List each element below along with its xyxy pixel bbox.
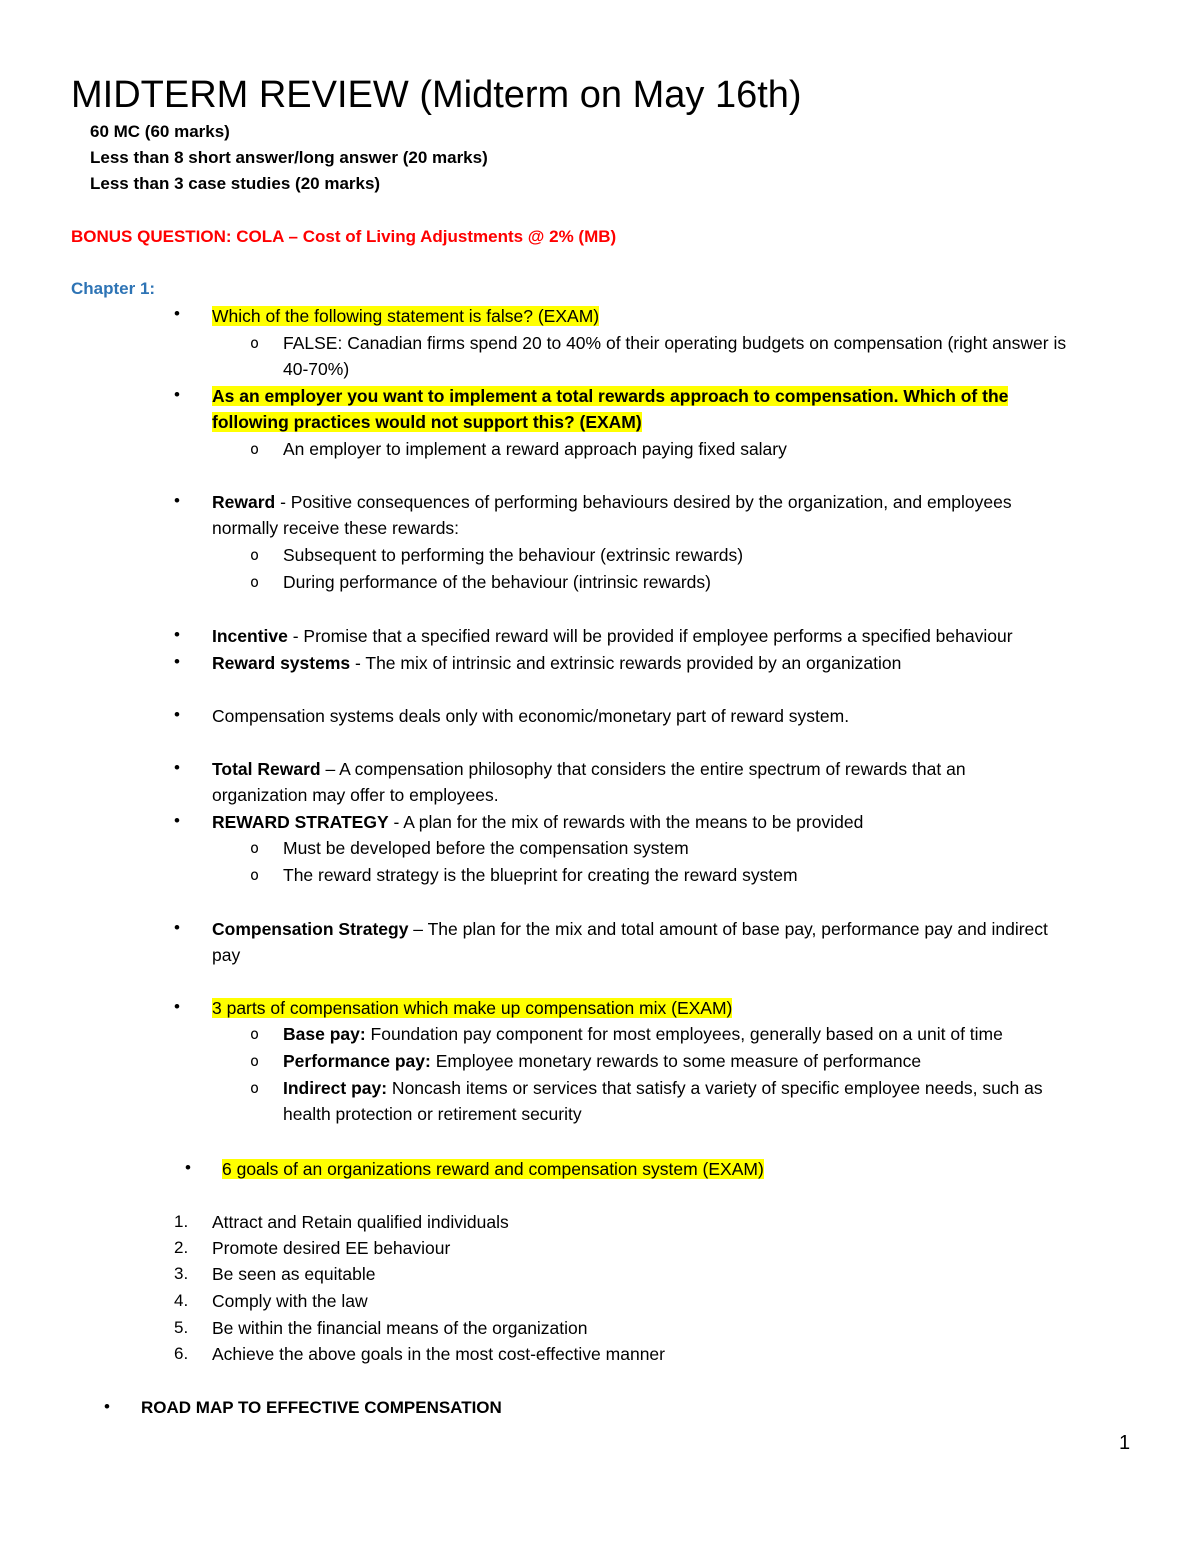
bullet-icon: •	[174, 304, 180, 323]
total-reward-definition-line1: Total Reward – A compensation philosophy that considers the entire spectrum of rewards that an	[212, 759, 966, 779]
goal-number: 5.	[174, 1318, 189, 1337]
bullet-icon: •	[174, 997, 180, 1016]
bullet-icon: •	[104, 1397, 110, 1416]
document-title: MIDTERM REVIEW (Midterm on May 16th)	[71, 74, 802, 116]
exam-format-short-answer: Less than 8 short answer/long answer (20 marks)	[90, 148, 488, 167]
reward-definition-line2: normally receive these rewards:	[212, 518, 460, 538]
q2-question-line2: following practices would not support this? (EXAM)	[212, 412, 642, 432]
bullet-icon: •	[174, 385, 180, 404]
reward-definition-line1: Reward - Positive consequences of performing behaviours desired by the organization, and employees	[212, 492, 1012, 512]
reward-strategy-definition: REWARD STRATEGY - A plan for the mix of rewards with the means to be provided	[212, 812, 864, 832]
indirect-pay-definition-line1: Indirect pay: Noncash items or services that satisfy a variety of specific employee needs, such as	[283, 1078, 1043, 1098]
goal-number: 2.	[174, 1238, 189, 1257]
sub-bullet-icon: o	[250, 866, 260, 884]
bullet-icon: •	[174, 705, 180, 724]
goals-heading: 6 goals of an organizations reward and compensation system (EXAM)	[222, 1159, 764, 1179]
q2-answer: An employer to implement a reward approach paying fixed salary	[283, 439, 787, 459]
reward-strategy-sub1: Must be developed before the compensation system	[283, 838, 689, 858]
bullet-icon: •	[174, 918, 180, 937]
sub-bullet-icon: o	[250, 1025, 260, 1043]
page-number: 1	[1119, 1432, 1131, 1454]
chapter-heading: Chapter 1:	[71, 279, 156, 298]
goal-number: 3.	[174, 1264, 189, 1283]
sub-bullet-icon: o	[250, 1079, 260, 1097]
goal-number: 6.	[174, 1344, 189, 1363]
bullet-icon: •	[174, 811, 180, 830]
reward-sub-extrinsic: Subsequent to performing the behaviour (extrinsic rewards)	[283, 545, 744, 565]
goal-item: Be seen as equitable	[212, 1264, 376, 1284]
goal-item: Be within the financial means of the organization	[212, 1318, 588, 1338]
goal-number: 4.	[174, 1291, 189, 1310]
bullet-icon: •	[174, 625, 180, 644]
reward-sub-intrinsic: During performance of the behaviour (intrinsic rewards)	[283, 572, 711, 592]
q2-question-line1: As an employer you want to implement a total rewards approach to compensation. Which of the	[212, 386, 1009, 406]
exam-format-mc: 60 MC (60 marks)	[90, 122, 230, 141]
goal-number: 1.	[174, 1212, 189, 1231]
sub-bullet-icon: o	[250, 1052, 260, 1070]
bullet-icon: •	[174, 652, 180, 671]
q1-answer-line2: 40-70%)	[283, 359, 350, 379]
sub-bullet-icon: o	[250, 546, 260, 564]
total-reward-definition-line2: organization may offer to employees.	[212, 785, 499, 805]
compensation-mix-heading: 3 parts of compensation which make up compensation mix (EXAM)	[212, 998, 733, 1018]
sub-bullet-icon: o	[250, 573, 260, 591]
reward-systems-definition: Reward systems - The mix of intrinsic and extrinsic rewards provided by an organization	[212, 653, 902, 673]
performance-pay-definition: Performance pay: Employee monetary rewards to some measure of performance	[283, 1051, 922, 1071]
goal-item: Promote desired EE behaviour	[212, 1238, 451, 1258]
bullet-icon: •	[174, 491, 180, 510]
incentive-definition: Incentive - Promise that a specified reward will be provided if employee performs a specified behaviour	[212, 626, 1013, 646]
compensation-strategy-definition-line2: pay	[212, 945, 241, 965]
compensation-systems-statement: Compensation systems deals only with economic/monetary part of reward system.	[212, 706, 850, 726]
goal-item: Comply with the law	[212, 1291, 368, 1311]
goal-item: Attract and Retain qualified individuals	[212, 1212, 509, 1232]
exam-format-case-studies: Less than 3 case studies (20 marks)	[90, 174, 381, 193]
bullet-icon: •	[174, 758, 180, 777]
bullet-icon: •	[185, 1158, 191, 1177]
compensation-strategy-definition-line1: Compensation Strategy – The plan for the mix and total amount of base pay, performance pay and indirect	[212, 919, 1048, 939]
q1-answer-line1: FALSE: Canadian firms spend 20 to 40% of their operating budgets on compensation (right answer is	[283, 333, 1067, 353]
bonus-question: BONUS QUESTION: COLA – Cost of Living Adjustments @ 2% (MB)	[71, 227, 617, 246]
q1-question: Which of the following statement is false? (EXAM)	[212, 306, 600, 326]
sub-bullet-icon: o	[250, 440, 260, 458]
road-map-heading: ROAD MAP TO EFFECTIVE COMPENSATION	[141, 1398, 502, 1417]
sub-bullet-icon: o	[250, 334, 260, 352]
goal-item: Achieve the above goals in the most cost-effective manner	[212, 1344, 665, 1364]
base-pay-definition: Base pay: Foundation pay component for most employees, generally based on a unit of time	[283, 1024, 1003, 1044]
sub-bullet-icon: o	[250, 839, 260, 857]
reward-strategy-sub2: The reward strategy is the blueprint for creating the reward system	[283, 865, 798, 885]
indirect-pay-definition-line2: health protection or retirement security	[283, 1104, 582, 1124]
